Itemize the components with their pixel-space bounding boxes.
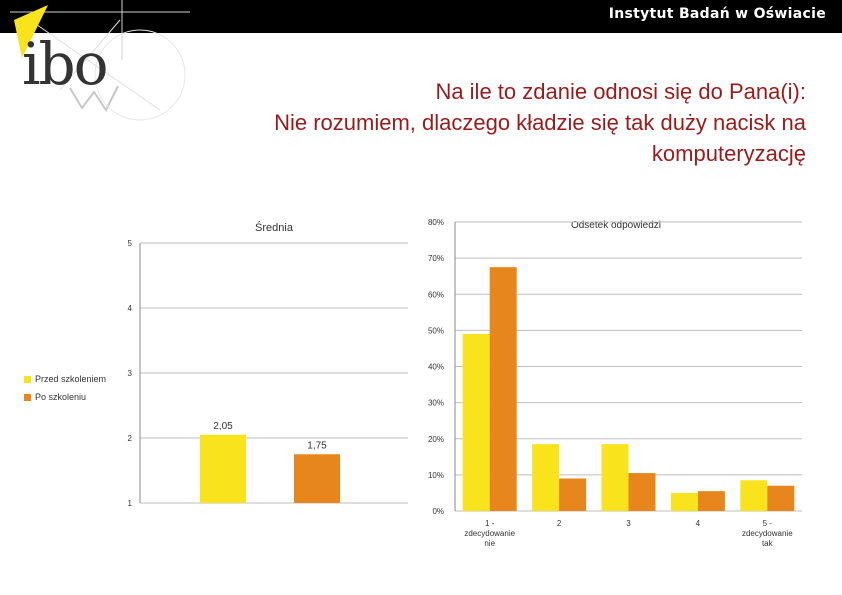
mean-bar-after xyxy=(294,454,340,503)
mean-data-label-after: 1,75 xyxy=(307,440,327,452)
percent-x-tick-label: 2 xyxy=(556,519,562,528)
slide-title xyxy=(166,76,806,169)
legend-item-before xyxy=(24,370,106,388)
mean-chart-title: Średnia xyxy=(255,222,293,234)
title-line-3: komputeryzację xyxy=(651,141,806,166)
percent-y-tick-label: 70% xyxy=(427,254,444,264)
percent-y-tick-label: 20% xyxy=(427,434,444,444)
percent-bar-after xyxy=(490,267,517,511)
percent-bar-before xyxy=(602,444,629,511)
percent-bar-before xyxy=(671,493,698,511)
percent-y-tick-label: 80% xyxy=(427,218,444,227)
chart-legend xyxy=(24,370,106,406)
percent-y-tick-label: 0% xyxy=(432,507,444,516)
percent-x-tick-label: 1 - xyxy=(485,519,495,528)
percent-y-tick-label: 40% xyxy=(427,362,444,372)
mean-y-tick-label: 1 xyxy=(127,499,132,508)
percent-y-tick-label: 60% xyxy=(427,290,444,300)
title-line-2: Nie rozumiem, dlaczego kładzie się tak duży nacisk na xyxy=(274,110,806,135)
percent-x-tick-label: 3 xyxy=(626,519,631,528)
logo-text: ibo xyxy=(22,30,107,98)
percent-bar-after xyxy=(629,473,656,511)
mean-bar-before xyxy=(200,435,246,503)
mean-y-tick-label: 4 xyxy=(127,304,132,313)
percent-bar-after xyxy=(698,491,725,511)
legend-swatch-after xyxy=(24,394,31,401)
legend-label-after: Po szkoleniu xyxy=(35,392,87,402)
percent-chart-title: Odsetek odpowiedzi xyxy=(570,220,662,231)
mean-data-label-before: 2,05 xyxy=(213,420,233,432)
percent-x-tick-label: 5 - xyxy=(762,519,772,528)
percent-x-tick-label: nie xyxy=(484,539,496,548)
title-line-1: Na ile to zdanie odnosi się do Pana(i): xyxy=(435,79,806,104)
legend-label-before: Przed szkoleniem xyxy=(35,374,107,384)
percent-y-tick-label: 50% xyxy=(427,326,444,336)
percent-y-tick-label: 30% xyxy=(427,398,444,408)
institute-name: Instytut Badań w Oświacie xyxy=(608,6,826,22)
percent-y-tick-label: 10% xyxy=(427,470,444,480)
percent-x-tick-label: 4 xyxy=(695,519,701,528)
legend-swatch-before xyxy=(24,376,31,383)
percent-x-tick-label: tak xyxy=(761,539,773,548)
percent-bar-after xyxy=(767,486,794,511)
legend-item-after xyxy=(24,388,106,406)
percent-bar-before xyxy=(532,444,559,511)
percent-bar-before xyxy=(463,334,490,511)
mean-y-tick-label: 3 xyxy=(127,369,132,378)
percent-bar-after xyxy=(559,478,586,511)
percent-bar-before xyxy=(740,480,767,511)
percent-x-tick-label: zdecydowanie xyxy=(464,529,516,538)
mean-y-tick-label: 5 xyxy=(127,239,132,248)
mean-y-tick-label: 2 xyxy=(127,434,132,443)
percent-x-tick-label: zdecydowanie xyxy=(741,529,793,538)
